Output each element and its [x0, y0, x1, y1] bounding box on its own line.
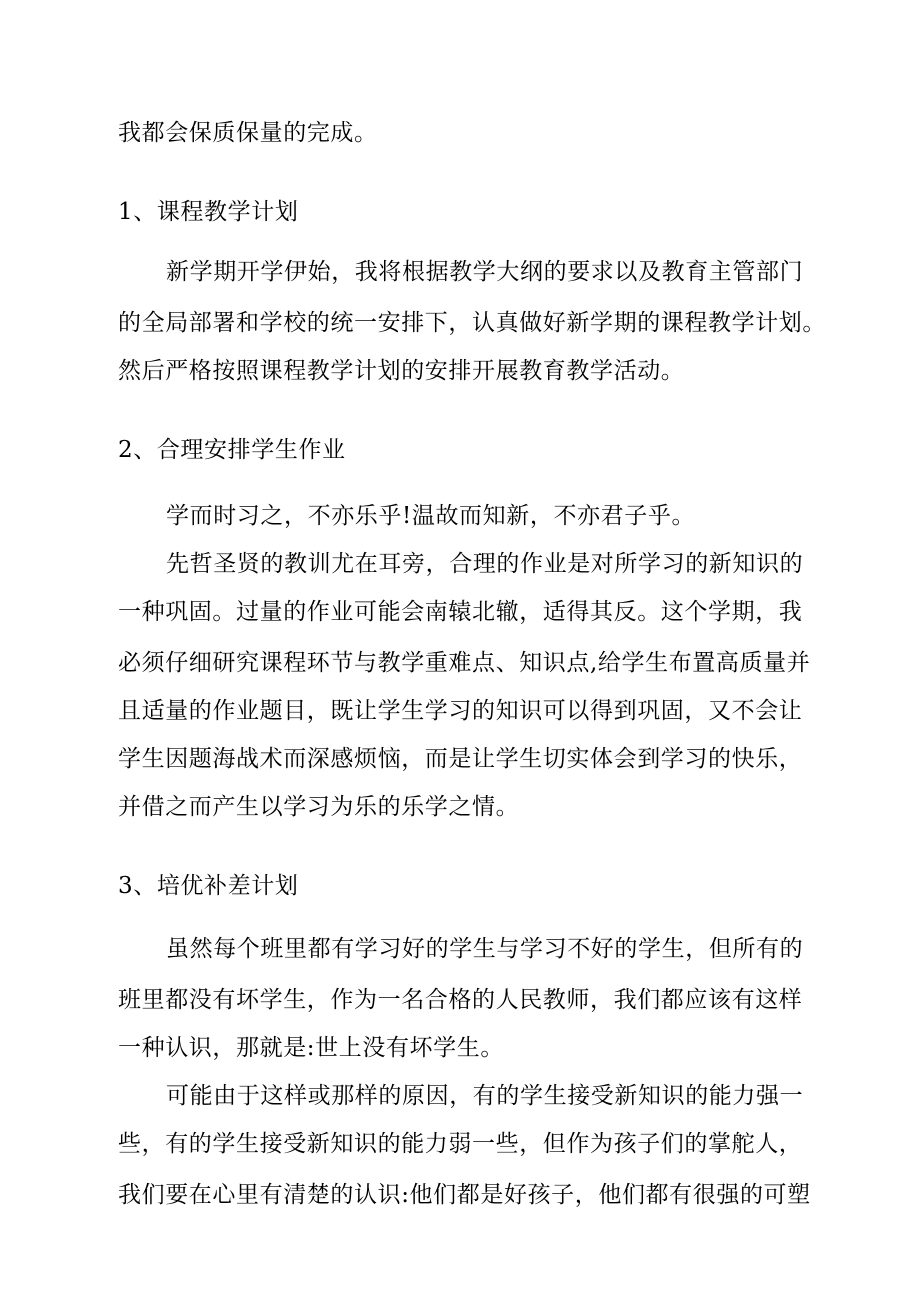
text-line: 学生因题海战术而深感烦恼，而是让学生切实体会到学习的快乐，	[118, 746, 803, 772]
section-heading: 2、合理安排学生作业	[118, 437, 346, 463]
text-line: 并借之而产生以学习为乐的乐学之情。	[118, 794, 520, 820]
text-line: 班里都没有坏学生，作为一名合格的人民教师，我们都应该有这样	[118, 987, 803, 1013]
text-line: 可能由于这样或那样的原因，有的学生接受新知识的能力强一	[166, 1083, 804, 1109]
text-line: 我都会保质保量的完成。	[118, 120, 378, 146]
text-line: 新学期开学伊始，我将根据教学大纲的要求以及教育主管部门	[166, 259, 804, 285]
text-line: 学而时习之，不亦乐乎!温故而知新，不亦君子乎。	[166, 503, 696, 529]
text-line: 些，有的学生接受新知识的能力弱一些，但作为孩子们的掌舵人，	[118, 1131, 803, 1157]
section-heading: 1、课程教学计划	[118, 199, 299, 225]
text-line: 虽然每个班里都有学习好的学生与学习不好的学生，但所有的	[166, 936, 804, 962]
text-line: 先哲圣贤的教训尤在耳旁，合理的作业是对所学习的新知识的	[166, 551, 804, 577]
text-line: 然后严格按照课程教学计划的安排开展教育教学活动。	[118, 358, 685, 384]
text-line: 一种巩固。过量的作业可能会南辕北辙，适得其反。这个学期，我	[118, 599, 803, 625]
text-line: 一种认识，那就是:世上没有坏学生。	[118, 1035, 504, 1061]
section-heading: 3、培优补差计划	[118, 873, 299, 899]
text-line: 我们要在心里有清楚的认识:他们都是好孩子，他们都有很强的可塑	[118, 1182, 811, 1208]
text-line: 且适量的作业题目，既让学生学习的知识可以得到巩固，又不会让	[118, 698, 803, 724]
text-line: 必须仔细研究课程环节与教学重难点、知识点,给学生布置高质量并	[118, 650, 811, 676]
text-line: 的全局部署和学校的统一安排下，认真做好新学期的课程教学计划。	[118, 310, 826, 336]
